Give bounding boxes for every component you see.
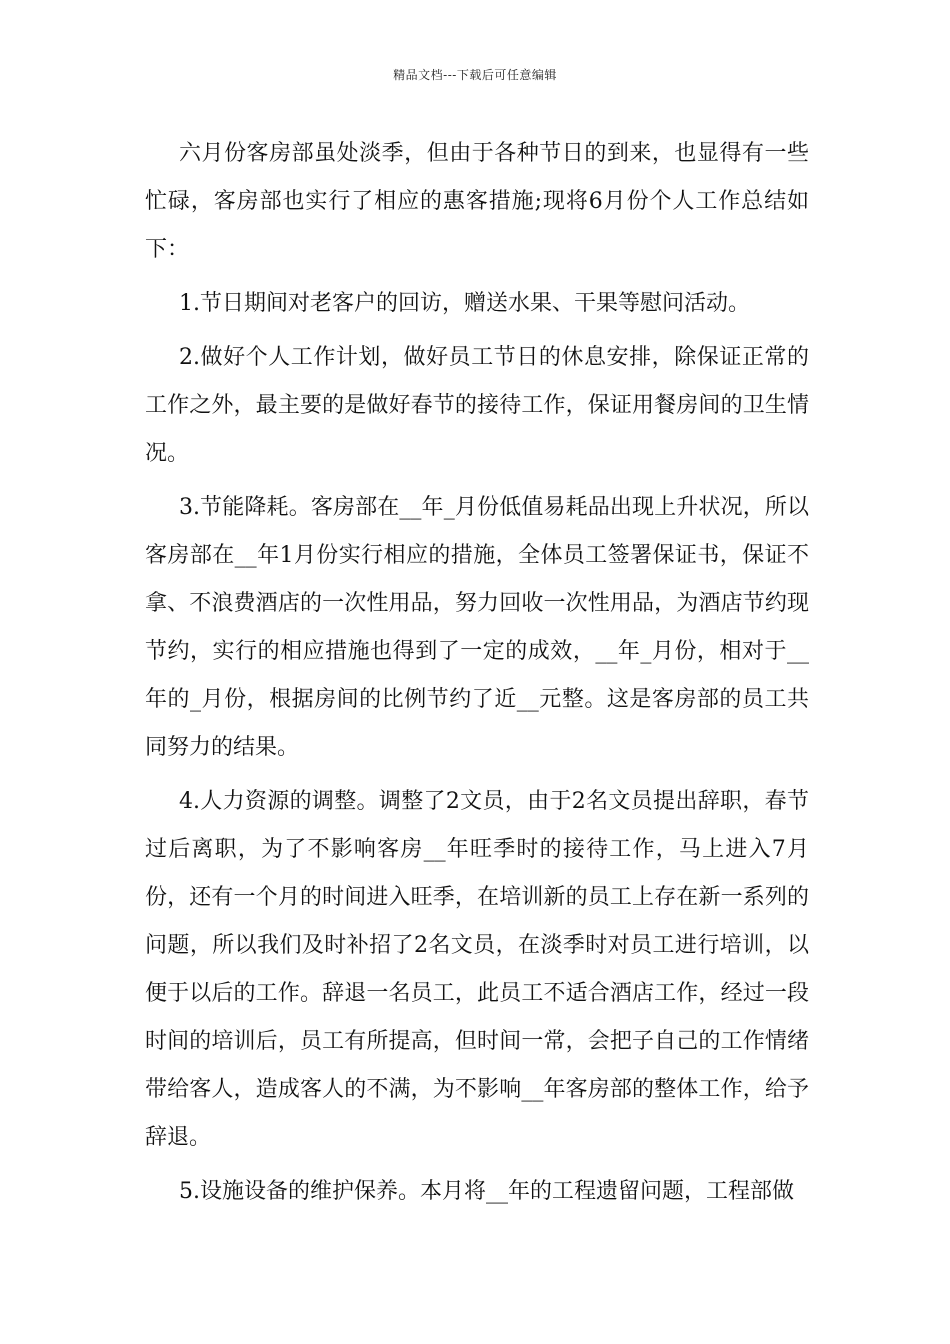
paragraph-intro: 六月份客房部虽处淡季，但由于各种节日的到来，也显得有一些忙碌，客房部也实行了相应的惠客措施;现将6月份个人工作总结如下： (145, 141, 809, 262)
paragraph-item-3: 3.节能降耗。客房部在__年_月份低值易耗品出现上升状况，所以客房部在__年1月份实行相应的措施，全体员工签署保证书，保证不拿、不浪费酒店的一次性用品，努力回收一次性用品，为酒店节约现节约，实行的相应措施也得到了一定的成效，__年_月份，相对于__年的_月份，根据房间的比例节约了近__元整。这是客房部的员工共同努力的结果。 (145, 495, 809, 760)
paragraph-item-2: 2.做好个人工作计划，做好员工节日的休息安排，除保证正常的工作之外，最主要的是做好春节的接待工作，保证用餐房间的卫生情况。 (145, 345, 809, 466)
paragraph-item-5: 5.设施设备的维护保养。本月将__年的工程遗留问题，工程部做 (179, 1179, 794, 1204)
paragraph-item-4: 4.人力资源的调整。调整了2文员，由于2名文员提出辞职，春节过后离职，为了不影响客房__年旺季时的接待工作，马上进入7月份，还有一个月的时间进入旺季，在培训新的员工上存在新一系列的问题，所以我们及时补招了2名文员，在淡季时对员工进行培训，以便于以后的工作。辞退一名员工，此员工不适合酒店工作，经过一段时间的培训后，员工有所提高，但时间一常，会把子自己的工作情绪带给客人，造成客人的不满，为不影响__年客房部的整体工作，给予辞退。 (145, 789, 809, 1150)
document-body (145, 130, 809, 1222)
paragraph-item-1: 1.节日期间对老客户的回访，赠送水果、干果等慰问活动。 (179, 291, 750, 316)
page-header: 精品文档---下载后可任意编辑 (393, 68, 557, 82)
